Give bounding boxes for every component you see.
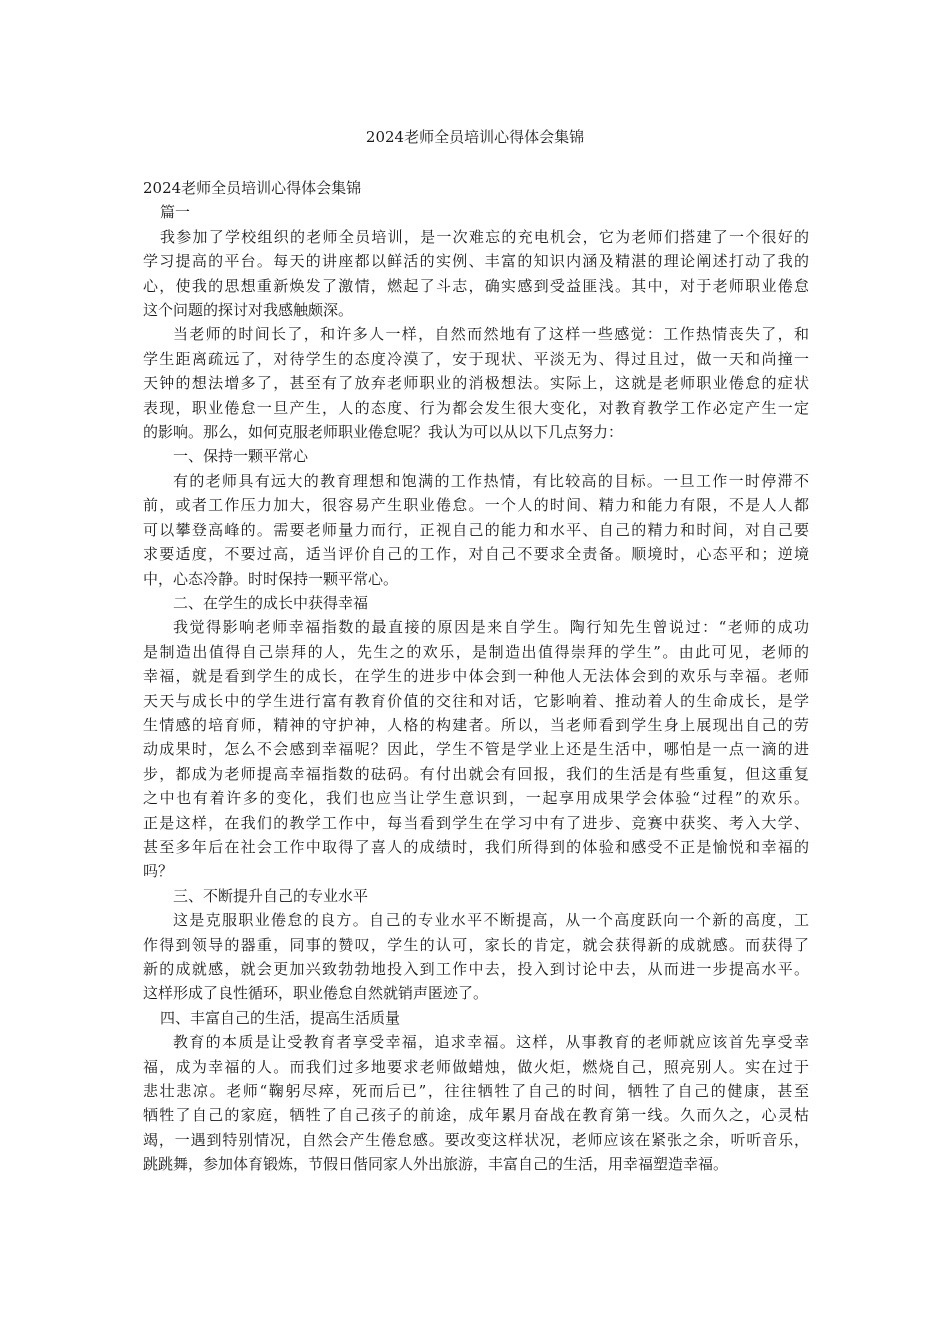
body-line: 这是克服职业倦怠的良方。自己的专业水平不断提高，从一个高度跃向一个新的高度，工	[173, 911, 809, 930]
body-line: 中，心态冷静。时时保持一颗平常心。	[143, 569, 399, 588]
body-line: 的影响。那么，如何克服老师职业倦怠呢？我认为可以从以下几点努力：	[143, 423, 624, 442]
body-line: 竭，一遇到特别情况，自然会产生倦怠感。要改变这样状况，老师应该在紧张之余，听听音乐，	[143, 1130, 809, 1149]
body-line: 前，或者工作压力加大，很容易产生职业倦怠。一个人的时间、精力和能力有限，不是人人都	[143, 496, 809, 515]
body-line: 求要适度，不要过高，适当评价自己的工作，对自己不要求全责备。顺境时，心态平和；逆境	[143, 545, 809, 564]
body-line: 学生距离疏远了，对待学生的态度冷漠了，安于现状、平淡无为、得过且过，做一天和尚撞一	[143, 349, 809, 368]
body-line: 我觉得影响老师幸福指数的最直接的原因是来自学生。陶行知先生曾说过：“老师的成功	[173, 618, 809, 637]
body-line: 天钟的想法增多了，甚至有了放弃老师职业的消极想法。实际上，这就是老师职业倦怠的症状	[143, 374, 809, 393]
body-line: 幸福，就是看到学生的成长，在学生的进步中体会到一种他人无法体会到的欢乐与幸福。老师	[143, 667, 809, 686]
section-heading: 四、丰富自己的生活，提高生活质量	[160, 1008, 401, 1027]
body-line: 新的成就感，就会更加兴致勃勃地投入到工作中去，投入到讨论中去，从而进一步提高水平。	[143, 960, 809, 978]
body-line: 有的老师具有远大的教育理想和饱满的工作热情，有比较高的目标。一旦工作一时停滞不	[173, 471, 809, 490]
body-line: 福，成为幸福的人。而我们过多地要求老师做蜡烛，做火炬，燃烧自己，照亮别人。实在过于	[143, 1057, 809, 1076]
body-line: 吗？	[143, 862, 174, 881]
body-line: 是制造出值得自己崇拜的人，先生之的欢乐，是制造出值得崇拜的学生”。由此可见，老师的	[143, 642, 809, 661]
body-line: 学习提高的平台。每天的讲座都以鲜活的实例、丰富的知识内涵及精湛的理论阐述打动了我的	[143, 252, 809, 271]
section-label: 篇一	[160, 203, 191, 222]
body-line: 这样形成了良性循环，职业倦怠自然就销声匿迹了。	[143, 984, 489, 1003]
body-line: 当老师的时间长了，和许多人一样，自然而然地有了这样一些感觉：工作热情丧失了，和	[173, 325, 809, 344]
section-heading: 二、在学生的成长中获得幸福	[173, 593, 369, 612]
body-line: 生情感的培育师，精神的守护神，人格的构建者。所以，当老师看到学生身上展现出自己的劳	[143, 715, 809, 734]
body-line: 跳跳舞，参加体育锻炼，节假日偕同家人外出旅游，丰富自己的生活，用幸福塑造幸福。	[143, 1155, 729, 1174]
body-line: 天天与成长中的学生进行富有教育价值的交往和对话，它影响着、推动着人的生命成长，是学	[143, 691, 809, 710]
body-line: 动成果时，怎么不会感到幸福呢？因此，学生不管是学业上还是生活中，哪怕是一点一滴的进	[143, 740, 809, 759]
body-line: 牺牲了自己的家庭，牺牲了自己孩子的前途，成年累月奋战在教育第一线。久而久之，心灵枯	[143, 1106, 809, 1125]
section-heading: 三、不断提升自己的专业水平	[173, 886, 369, 905]
body-line: 表现，职业倦怠一旦产生，人的态度、行为都会发生很大变化，对教育教学工作必定产生一定	[143, 398, 809, 417]
section-heading: 一、保持一颗平常心	[173, 447, 309, 466]
document-subtitle: 2024老师全员培训心得体会集锦	[143, 179, 362, 197]
body-line: 作得到领导的器重，同事的赞叹，学生的认可，家长的肯定，就会获得新的成就感。而获得了	[143, 935, 809, 954]
body-line: 心，使我的思想重新焕发了激情，燃起了斗志，确实感到受益匪浅。其中，对于老师职业倦怠	[143, 276, 809, 295]
body-line: 教育的本质是让受教育者享受幸福，追求幸福。这样，从事教育的老师就应该首先享受幸	[173, 1033, 809, 1052]
body-line: 悲壮悲凉。老师“鞠躬尽瘁，死而后已”，往往牺牲了自己的时间，牺牲了自己的健康，甚至	[143, 1082, 809, 1101]
body-line: 可以攀登高峰的。需要老师量力而行，正视自己的能力和水平、自己的精力和时间，对自己要	[143, 520, 809, 539]
body-line: 这个问题的探讨对我感触颇深。	[143, 301, 354, 320]
body-line: 之中也有着许多的变化，我们也应当让学生意识到，一起享用成果学会体验“过程”的欢乐。	[143, 789, 809, 808]
body-line: 正是这样，在我们的教学工作中，每当看到学生在学习中有了进步、竞赛中获奖、考入大学、	[143, 813, 809, 832]
document-body	[143, 176, 809, 1177]
body-line: 步，都成为老师提高幸福指数的砝码。有付出就会有回报，我们的生活是有些重复，但这重复	[143, 764, 809, 783]
body-line: 我参加了学校组织的老师全员培训，是一次难忘的充电机会，它为老师们搭建了一个很好的	[160, 227, 809, 246]
document-title: 2024老师全员培训心得体会集锦	[365, 128, 585, 146]
body-line: 甚至多年后在社会工作中取得了喜人的成绩时，我们所得到的体验和感受不正是愉悦和幸福的	[143, 837, 809, 856]
